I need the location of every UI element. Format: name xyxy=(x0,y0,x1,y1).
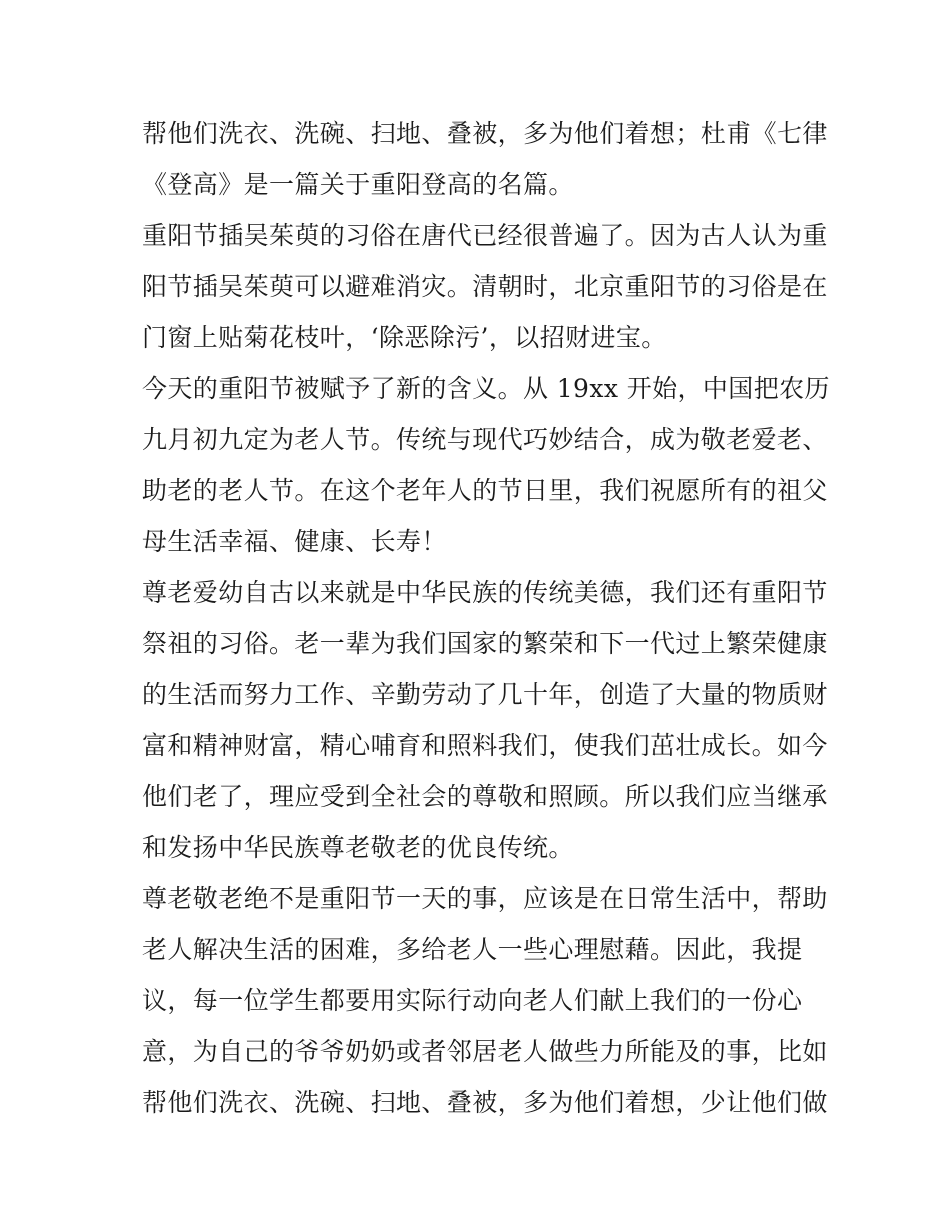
text-line: 母生活幸福、健康、长寿！ xyxy=(142,527,447,556)
text-line: 祭祖的习俗。老一辈为我们国家的繁荣和下一代过上繁荣健康 xyxy=(142,629,828,658)
text-line: 尊老敬老绝不是重阳节一天的事，应该是在日常生活中，帮助 xyxy=(142,884,828,913)
text-line: 的生活而努力工作、辛勤劳动了几十年，创造了大量的物质财 xyxy=(142,680,828,709)
text-line: 意，为自己的爷爷奶奶或者邻居老人做些力所能及的事，比如 xyxy=(142,1037,828,1066)
text-line: 和发扬中华民族尊老敬老的优良传统。 xyxy=(142,833,574,862)
text-line: 富和精神财富，精心哺育和照料我们，使我们茁壮成长。如今 xyxy=(142,731,828,760)
text-line: 今天的重阳节被赋予了新的含义。从 19xx 开始，中国把农历 xyxy=(142,374,830,403)
text-line: 议，每一位学生都要用实际行动向老人们献上我们的一份心 xyxy=(142,986,803,1015)
text-line: 重阳节插吴茱萸的习俗在唐代已经很普遍了。因为古人认为重 xyxy=(142,221,828,250)
text-line: 帮他们洗衣、洗碗、扫地、叠被，多为他们着想，少让他们做 xyxy=(142,1088,828,1117)
text-line: 助老的老人节。在这个老年人的节日里，我们祝愿所有的祖父 xyxy=(142,476,828,505)
text-line: 阳节插吴茱萸可以避难消灾。清朝时，北京重阳节的习俗是在 xyxy=(142,272,828,301)
text-line: 他们老了，理应受到全社会的尊敬和照顾。所以我们应当继承 xyxy=(142,782,828,811)
text-line: 帮他们洗衣、洗碗、扫地、叠被，多为他们着想；杜甫《七律 xyxy=(142,119,828,148)
text-line: 《登高》是一篇关于重阳登高的名篇。 xyxy=(142,170,574,199)
text-line: 九月初九定为老人节。传统与现代巧妙结合，成为敬老爱老、 xyxy=(142,425,828,454)
text-line: 尊老爱幼自古以来就是中华民族的传统美德，我们还有重阳节 xyxy=(142,578,828,607)
document-body xyxy=(142,108,830,1128)
text-line: 门窗上贴菊花枝叶，‘除恶除污’，以招财进宝。 xyxy=(142,323,667,352)
text-line: 老人解决生活的困难，多给老人一些心理慰藉。因此，我提 xyxy=(142,935,803,964)
